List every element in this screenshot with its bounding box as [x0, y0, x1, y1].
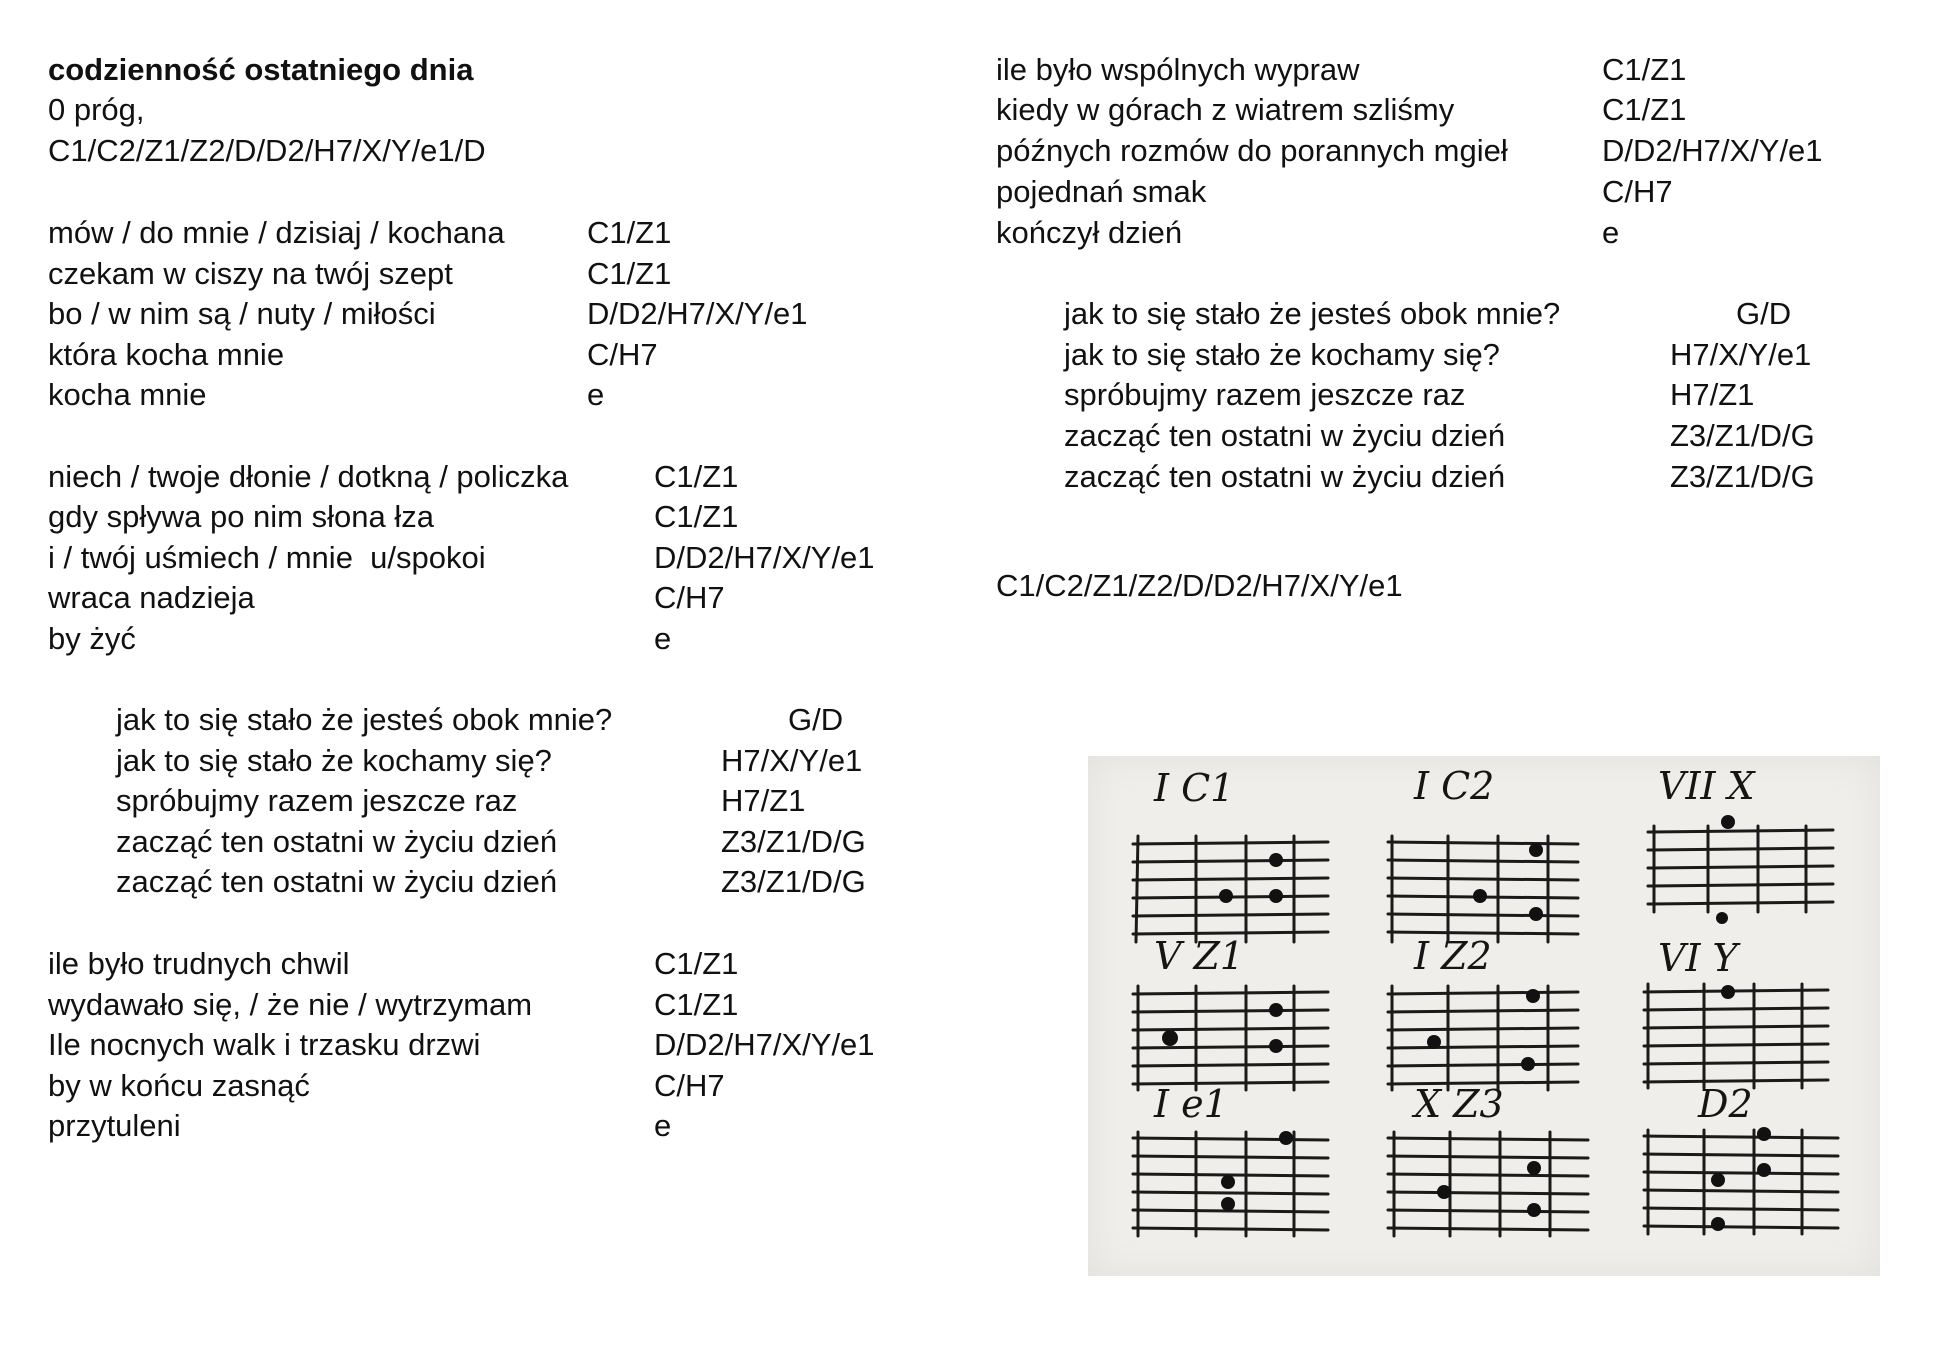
chord-label: e — [1602, 215, 1620, 250]
lyric-line: kiedy w górach z wiatrem szliśmy — [996, 92, 1455, 127]
lyric-line: ile było trudnych chwil — [48, 946, 350, 981]
chord-grid-x — [1648, 826, 1833, 912]
chord-label: Z3/Z1/D/G — [721, 824, 866, 859]
chord-label: C1/Z1 — [654, 946, 739, 981]
outro-chord-sequence: C1/C2/Z1/Z2/D/D2/H7/X/Y/e1 — [996, 568, 1403, 603]
chord-diagrams-photo — [1088, 756, 1880, 1276]
lyric-line: czekam w ciszy na twój szept — [48, 256, 453, 291]
chord-label: C/H7 — [654, 580, 725, 615]
chord-label: C1/Z1 — [1602, 52, 1687, 87]
chord-label: H7/X/Y/e1 — [1670, 337, 1812, 372]
chord-label: G/D — [788, 702, 844, 737]
chord-label: D/D2/H7/X/Y/e1 — [587, 296, 808, 331]
lyric-line: jak to się stało że kochamy się? — [1064, 337, 1500, 372]
chord-grid-z2 — [1388, 986, 1578, 1090]
chord-label: e — [587, 377, 605, 412]
chord-label: Z3/Z1/D/G — [721, 864, 866, 899]
chord-sequence: C1/C2/Z1/Z2/D/D2/H7/X/Y/e1/D — [48, 133, 486, 168]
chord-label: C1/Z1 — [587, 215, 672, 250]
chord-label: C1/Z1 — [1602, 92, 1687, 127]
lyric-line: by żyć — [48, 621, 136, 656]
lyric-line: kocha mnie — [48, 377, 207, 412]
lyric-line: Ile nocnych walk i trzasku drzwi — [48, 1027, 481, 1062]
chord-grid-d2 — [1644, 1130, 1838, 1234]
diagram-label: V Z1 — [1154, 934, 1245, 978]
chord-label: C1/Z1 — [587, 256, 672, 291]
chord-grid-z3 — [1388, 1132, 1588, 1236]
chord-label: C/H7 — [587, 337, 658, 372]
lyric-line: kończył dzień — [996, 215, 1183, 250]
lyric-line: pojednań smak — [996, 174, 1207, 209]
chord-grid-y — [1644, 984, 1828, 1088]
lyric-line: która kocha mnie — [48, 337, 285, 372]
lyric-line: jak to się stało że kochamy się? — [116, 743, 552, 778]
lyric-line: by w końcu zasnąć — [48, 1068, 310, 1103]
diagram-label: VII X — [1658, 764, 1755, 808]
lyric-line: zacząć ten ostatni w życiu dzień — [116, 824, 558, 859]
lyric-line: jak to się stało że jesteś obok mnie? — [116, 702, 613, 737]
chord-label: D/D2/H7/X/Y/e1 — [654, 1027, 875, 1062]
diagram-label: I C2 — [1414, 764, 1495, 808]
chord-label: D/D2/H7/X/Y/e1 — [1602, 133, 1823, 168]
song-title: codzienność ostatniego dnia — [48, 52, 474, 87]
lyric-line: jak to się stało że jesteś obok mnie? — [1064, 296, 1561, 331]
diagram-label: I Z2 — [1414, 934, 1492, 978]
lyric-line: bo / w nim są / nuty / miłości — [48, 296, 436, 331]
lyric-line: zacząć ten ostatni w życiu dzień — [116, 864, 558, 899]
lyric-line: zacząć ten ostatni w życiu dzień — [1064, 418, 1506, 453]
chord-label: e — [654, 621, 672, 656]
chord-label: Z3/Z1/D/G — [1670, 459, 1815, 494]
chord-label: C1/Z1 — [654, 987, 739, 1022]
lyric-line: niech / twoje dłonie / dotkną / policzka — [48, 459, 569, 494]
chord-label: Z3/Z1/D/G — [1670, 418, 1815, 453]
chord-label: e — [654, 1108, 672, 1143]
chord-grid-c2 — [1388, 836, 1578, 942]
diagram-label: X Z3 — [1414, 1082, 1504, 1126]
lyric-line: ile było wspólnych wypraw — [996, 52, 1360, 87]
lyric-line: zacząć ten ostatni w życiu dzień — [1064, 459, 1506, 494]
chord-label: H7/Z1 — [721, 783, 806, 818]
lyric-line: przytuleni — [48, 1108, 181, 1143]
chord-grids — [1088, 756, 1880, 1276]
lyric-line: wraca nadzieja — [48, 580, 255, 615]
lyric-line: mów / do mnie / dzisiaj / kochana — [48, 215, 505, 250]
diagram-label: I e1 — [1154, 1082, 1228, 1126]
lyric-line: i / twój uśmiech / mnie u/spokoi — [48, 540, 486, 575]
lyric-line: spróbujmy razem jeszcze raz — [116, 783, 518, 818]
lyric-line: wydawało się, / że nie / wytrzymam — [48, 987, 533, 1022]
diagram-label: I C1 — [1154, 766, 1235, 810]
capo-info: 0 próg, — [48, 92, 145, 127]
chord-label: C1/Z1 — [654, 459, 739, 494]
chord-label: C/H7 — [654, 1068, 725, 1103]
chord-label: C/H7 — [1602, 174, 1673, 209]
chord-grid-c1 — [1133, 836, 1328, 942]
diagram-label: D2 — [1698, 1082, 1753, 1126]
lyric-line: gdy spływa po nim słona łza — [48, 499, 434, 534]
chord-label: H7/X/Y/e1 — [721, 743, 863, 778]
chord-label: H7/Z1 — [1670, 377, 1755, 412]
chord-label: D/D2/H7/X/Y/e1 — [654, 540, 875, 575]
lyric-line: spróbujmy razem jeszcze raz — [1064, 377, 1466, 412]
chord-label: G/D — [1736, 296, 1792, 331]
lyric-line: późnych rozmów do porannych mgieł — [996, 133, 1508, 168]
chord-label: C1/Z1 — [654, 499, 739, 534]
diagram-label: VI Y — [1658, 936, 1738, 980]
